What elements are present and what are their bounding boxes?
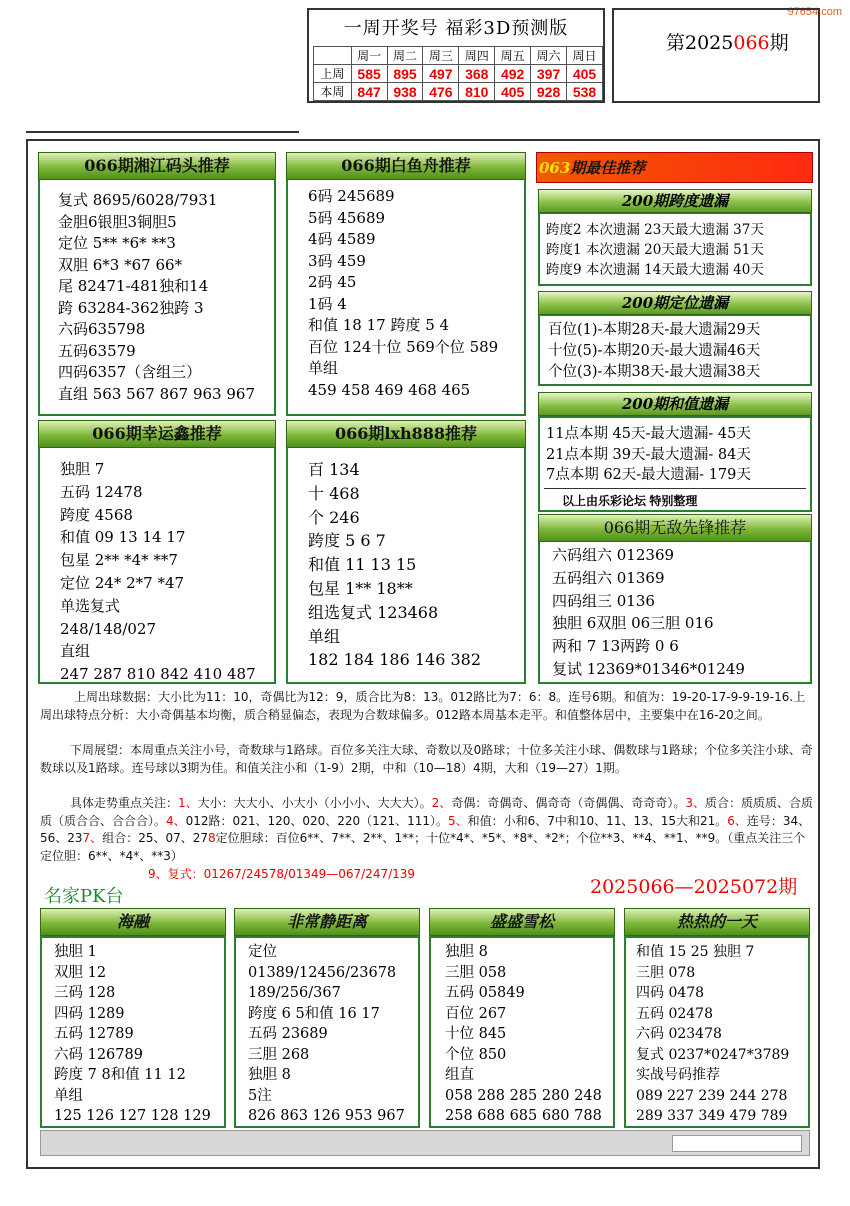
- best-recommend-header: 063期最佳推荐: [536, 152, 813, 183]
- pk-box-shengsheng: [429, 936, 615, 1128]
- row-label: 上周: [314, 65, 352, 83]
- kuadu-title: 200期跨度遗漏: [538, 189, 812, 213]
- pk-title-shengsheng: 盛盛雪松: [429, 908, 615, 936]
- kuadu-lines: 跨度2 本次遗漏 23天最大遗漏 37天 跨度1 本次遗漏 20天最大遗漏 51天 跨度9 本次遗漏 14天最大遗漏 40天: [546, 222, 764, 278]
- kuadu-box: [538, 212, 812, 286]
- pk-title-feichang: 非常静距离: [234, 908, 420, 936]
- hezhi-note: 以上由乐彩论坛 特别整理: [562, 494, 698, 508]
- xiangjiang-title: 066期湘江码头推荐: [38, 152, 276, 180]
- issue-range: 2025066—2025072期: [590, 876, 798, 898]
- pk-title-hairong: 海融: [40, 908, 226, 936]
- lxh888-box: [286, 444, 526, 684]
- dingwei-title: 200期定位遗漏: [538, 291, 812, 315]
- xingyunxin-box: [38, 444, 276, 684]
- pk-lines: 独胆 1 双胆 12 三码 128 四码 1289 五码 12789 六码 126789 跨度 7 8和值 11 12 单组 125 126 127 128 129: [54, 944, 211, 1124]
- wudi-box: [538, 538, 812, 684]
- draw-number: 585: [351, 65, 387, 83]
- weekly-results-panel: [307, 8, 605, 103]
- dingwei-box: [538, 314, 812, 386]
- draw-number: 405: [567, 65, 603, 83]
- analysis-next-week: 下周展望：本周重点关注小号，奇数球与1路球。百位多关注大球、奇数以及0路球；十位多关注小球、偶数球与1路球；个位多关注小球、奇数球以及1路球。连号球以3期为佳。和值关注小和（1-9）2期，中和（10—18）4期，大和（19—27）1期。: [40, 743, 813, 775]
- draw-number: 476: [423, 83, 459, 101]
- pk-lines: 独胆 8 三胆 058 五码 05849 百位 267 十位 845 个位 850 组直 058 288 285 280 248 258 688 685 680 788: [445, 944, 602, 1124]
- lxh888-lines: 百 134 十 468 个 246 跨度 5 6 7 和值 11 13 15 包星 1** 18** 组选复式 123468 单组 182 184 186 146 382: [308, 460, 482, 670]
- day-header: 周一: [351, 47, 387, 65]
- draw-number: 538: [567, 83, 603, 101]
- baiyuzhou-title: 066期白鱼舟推荐: [286, 152, 526, 180]
- analysis-trend: 具体走势重点关注：1、大小：大大小、小大小（小小小、大大大）。2、奇偶：奇偶奇、偶奇奇（奇偶偶、奇奇奇）。3、质合：质质质、合质质（质合合、合合合）。4、012路：021、120、020、220（121、111）。5、和值：小和6、7中和10、11、13、15大和21。6、连号：34、56、237、组合：25、07、278定位胆球：百位6**、7**、2**、1**；十位*4*、*5*、*8*、*2*；个位**3、**4、**1、**9。（重点关注三个定位胆：6**、*4*、**3）: [40, 796, 813, 863]
- xiangjiang-box: [38, 176, 276, 416]
- draw-number: 810: [459, 83, 495, 101]
- row-label: 本周: [314, 83, 352, 101]
- dingwei-lines: 百位(1)-本期28天-最大遗漏29天 十位(5)-本期20天-最大遗漏46天 个位(3)-本期38天-最大遗漏38天: [548, 322, 761, 380]
- draw-number: 397: [531, 65, 567, 83]
- draw-number: 497: [423, 65, 459, 83]
- draw-number: 928: [531, 83, 567, 101]
- draw-number: 847: [351, 83, 387, 101]
- draw-number: 405: [495, 83, 531, 101]
- divider: [26, 131, 299, 133]
- day-header: 周五: [495, 47, 531, 65]
- pk-title-rere: 热热的一天: [624, 908, 810, 936]
- pk-lines: 和值 15 25 独胆 7 三胆 078 四码 0478 五码 02478 六码 023478 复式 0237*0247*3789 实战号码推荐 089 227 239 244 278 289 337 349 479 789: [636, 944, 790, 1124]
- wudi-title: 066期无敌先锋推荐: [538, 514, 812, 542]
- hezhi-lines: 11点本期 45天-最大遗漏- 45天 21点本期 39天-最大遗漏- 84天 7点本期 62天-最大遗漏- 179天: [546, 426, 751, 483]
- panel-title: 一周开奖号 福彩3D预测版: [343, 18, 569, 39]
- pk-lines: 定位 01389/12456/23678 189/256/367 跨度 6 5和值 16 17 五码 23689 三胆 268 独胆 8 5注 826 863 126 953 967: [248, 944, 405, 1124]
- xingyunxin-lines: 独胆 7 五码 12478 跨度 4568 和值 09 13 14 17 包星 2** *4* **7 定位 24* 2*7 *47 单选复式 248/148/027 直组 247 287 810 842 410 487: [60, 460, 256, 684]
- day-header: 周二: [387, 47, 423, 65]
- watermark: 97654.com: [787, 6, 842, 18]
- draw-number: 895: [387, 65, 423, 83]
- pk-box-hairong: [40, 936, 226, 1128]
- wudi-lines: 六码组六 012369 五码组六 01369 四码组三 0136 独胆 6双胆 06三胆 016 两和 7 13两跨 0 6 复试 12369*01346*01249: [552, 546, 745, 678]
- issue-number: 第2025066期: [666, 32, 789, 54]
- draw-number: 368: [459, 65, 495, 83]
- hezhi-box: [538, 416, 812, 512]
- day-header: 周三: [423, 47, 459, 65]
- lxh888-title: 066期lxh888推荐: [286, 420, 526, 448]
- baiyuzhou-lines: 6码 245689 5码 45689 4码 4589 3码 459 2码 45 1码 4 和值 18 17 跨度 5 4 百位 124十位 569个位 589 单组 459 458 469 468 465: [308, 187, 499, 399]
- footer-box: [672, 1135, 802, 1152]
- day-header: 周日: [567, 47, 603, 65]
- xingyunxin-title: 066期幸运鑫推荐: [38, 420, 276, 448]
- xiangjiang-lines: 复式 8695/6028/7931 金胆6银胆3铜胆5 定位 5** *6* **3 双胆 6*3 *67 66* 尾 82471-481独和14 跨 63284-362独跨 3 六码635798 五码63579 四码6357（含组三） 直组 563 567 867 963 967: [58, 191, 255, 403]
- weekly-results-table: [313, 46, 603, 101]
- draw-number: 492: [495, 65, 531, 83]
- issue-panel: [612, 8, 820, 103]
- pk-box-feichang: [234, 936, 420, 1128]
- day-header: 周六: [531, 47, 567, 65]
- analysis-last-week: 上周出球数据：大小比为11：10，奇偶比为12：9，质合比为8：13。012路比为7：6：8。连号6期。和值为：19-20-17-9-9-19-16.上周出球特点分析：大小奇偶基本均衡，质合稍显偏态，表现为合数球偏多。012路本周基本走平。和值整体居中，主要集中在16-20之间。: [40, 690, 806, 722]
- day-header: 周四: [459, 47, 495, 65]
- baiyuzhou-box: [286, 176, 526, 416]
- draw-number: 938: [387, 83, 423, 101]
- pk-box-rere: [624, 936, 810, 1128]
- analysis-fushi: 9、复式：01267/24578/01349—067/247/139: [148, 867, 416, 881]
- hezhi-title: 200期和值遗漏: [538, 392, 812, 416]
- pk-title: 名家PK台: [44, 886, 124, 907]
